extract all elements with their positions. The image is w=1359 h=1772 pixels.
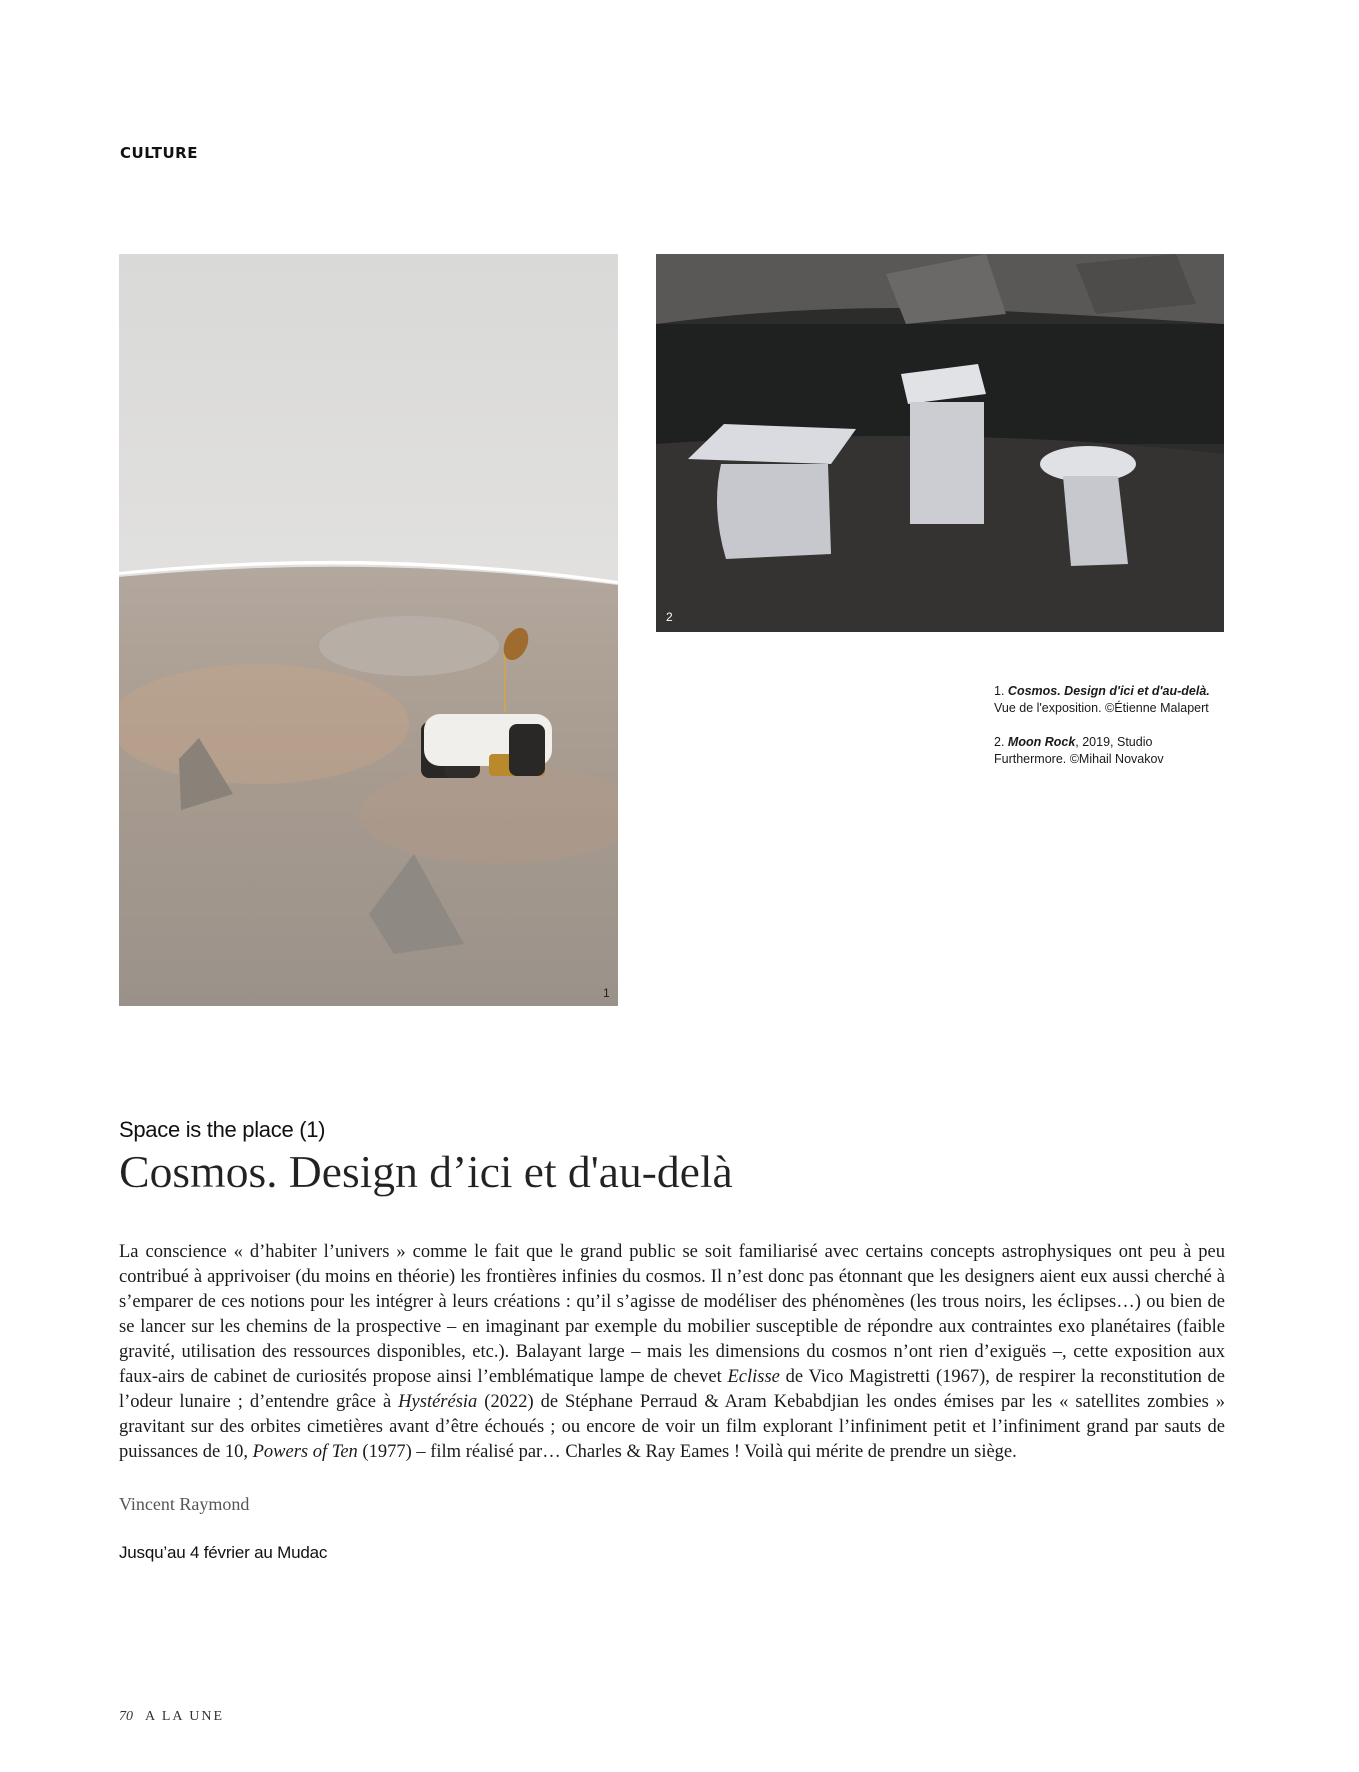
exhibition-photo	[119, 254, 618, 1006]
caption-number: 1.	[994, 684, 1005, 698]
body-segment: (2022) de Stéphane Perraud & Aram Kebabdjian les ondes émises par les « satellites zombies » gravitant sur des orbites cimetières avant d’être échoués ; ou encore de voir un film explorant l’infiniment petit et l’infiniment grand par sauts de puissances de 10,	[119, 1392, 1225, 1462]
caption-2	[994, 734, 1224, 768]
page-number: 70	[119, 1709, 133, 1724]
section-label: CULTURE	[120, 144, 198, 162]
caption-text: Vue de l'exposition. ©Étienne Malapert	[994, 701, 1209, 715]
caption-1	[994, 683, 1224, 717]
exhibition-dates: Jusqu’au 4 février au Mudac	[119, 1543, 328, 1562]
moon-rock-stool-2	[901, 364, 986, 524]
article-body	[119, 1240, 1225, 1465]
body-italic: Eclisse	[727, 1367, 780, 1387]
article-kicker: Space is the place (1)	[119, 1117, 326, 1142]
caption-number: 2.	[994, 735, 1005, 749]
body-segment: de Vico Magistretti (1967), de respirer la reconstitution de l’odeur lunaire ; d’entendre grâce à	[119, 1367, 1225, 1412]
body-segment: La conscience « d’habiter l’univers » comme le fait que le grand public se soit familiarisé avec certains concepts astrophysiques ont peu à peu contribué à apprivoiser (du moins en théorie) les frontières infinies du cosmos. Il n’est donc pas étonnant que les designers aient eux aussi cherché à s’emparer de ces notions pour les intégrer à leurs créations : qu’il s’agisse de modéliser des phénomènes (les trous noirs, les éclipses…) ou bien de se lancer sur les chemins de la prospective – en imaginant par exemple du mobilier susceptible de répondre aux contraintes exo planétaires (faible gravité, utilisation des ressources disponibles, etc.). Balayant large – mais les dimensions du cosmos n’ont rien d’exiguës –, cette exposition aux faux-airs de cabinet de curiosités propose ainsi l’emblématique lampe de chevet	[119, 1242, 1225, 1387]
body-italic: Powers of Ten	[252, 1442, 358, 1462]
photo-number: 2	[666, 610, 673, 624]
magazine-name: A LA UNE	[145, 1709, 224, 1724]
photo-captions	[994, 683, 1224, 785]
photo-number: 1	[603, 986, 610, 1000]
article-headline: Cosmos. Design d’ici et d'au-delà	[119, 1146, 733, 1197]
body-segment: (1977) – film réalisé par… Charles & Ray Eames ! Voilà qui mérite de prendre un siège.	[357, 1442, 1017, 1462]
caption-title: Cosmos. Design d'ici et d'au-delà.	[1007, 684, 1210, 698]
moon-rock-photo	[656, 254, 1224, 632]
article-author: Vincent Raymond	[119, 1494, 250, 1514]
body-italic: Hystérésia	[398, 1392, 478, 1412]
caption-title: Moon Rock	[1007, 735, 1076, 749]
moon-rock-photo-illustration	[656, 254, 1224, 632]
page-footer	[119, 1709, 224, 1725]
exhibition-photo-illustration	[119, 254, 618, 1006]
caption-text: , 2019, Studio Furthermore. ©Mihail Novakov	[994, 735, 1164, 766]
